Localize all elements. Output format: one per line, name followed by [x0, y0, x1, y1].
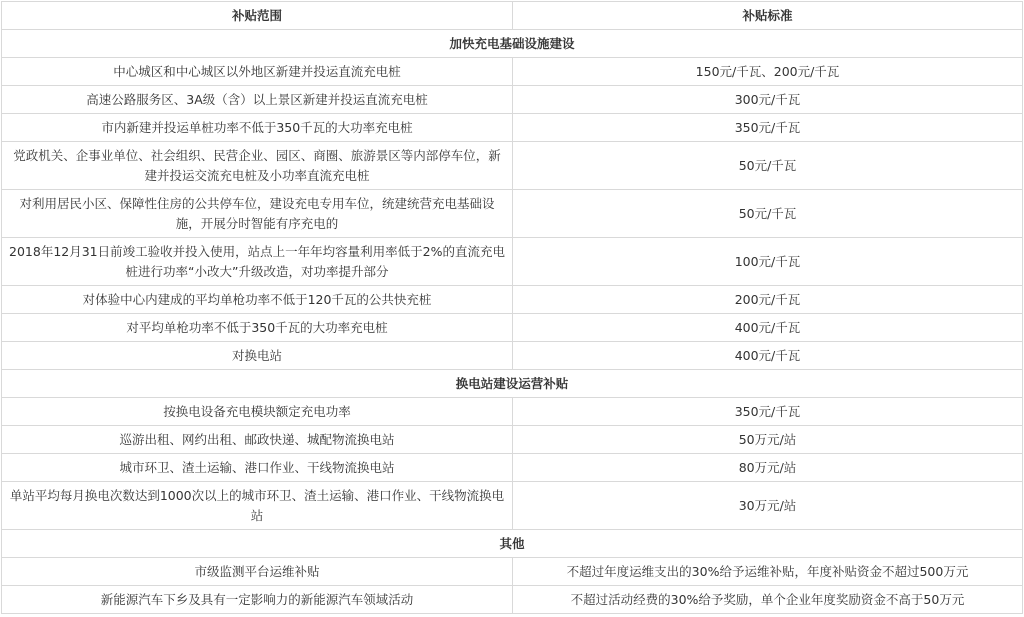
subsidy-standard-cell: 50元/千瓦: [513, 142, 1023, 190]
subsidy-standard-cell: 350元/千瓦: [513, 114, 1023, 142]
subsidy-scope-cell: 中心城区和中心城区以外地区新建并投运直流充电桩: [2, 58, 513, 86]
subsidy-scope-cell: 2018年12月31日前竣工验收并投入使用，站点上一年年均容量利用率低于2%的直流充电桩进行功率“小改大”升级改造，对功率提升部分: [2, 238, 513, 286]
section-title: 其他: [2, 530, 1023, 558]
subsidy-scope-cell: 按换电设备充电模块额定充电功率: [2, 398, 513, 426]
table-header-row: [2, 2, 1023, 30]
subsidy-scope-cell: 巡游出租、网约出租、邮政快递、城配物流换电站: [2, 426, 513, 454]
subsidy-standard-cell: 30万元/站: [513, 482, 1023, 530]
subsidy-standard-cell: 50万元/站: [513, 426, 1023, 454]
subsidy-standard-cell: 100元/千瓦: [513, 238, 1023, 286]
subsidy-scope-cell: 单站平均每月换电次数达到1000次以上的城市环卫、渣土运输、港口作业、干线物流换电站: [2, 482, 513, 530]
subsidy-scope-cell: 对平均单枪功率不低于350千瓦的大功率充电桩: [2, 314, 513, 342]
subsidy-standard-cell: 200元/千瓦: [513, 286, 1023, 314]
subsidy-scope-cell: 高速公路服务区、3A级（含）以上景区新建并投运直流充电桩: [2, 86, 513, 114]
table-row: [2, 342, 1023, 370]
table-row: [2, 482, 1023, 530]
section-header-row: [2, 30, 1023, 58]
subsidy-standard-cell: 50元/千瓦: [513, 190, 1023, 238]
section-header-row: [2, 530, 1023, 558]
subsidy-standard-cell: 不超过活动经费的30%给予奖励，单个企业年度奖励资金不高于50万元: [513, 586, 1023, 614]
column-header-scope: 补贴范围: [2, 2, 513, 30]
table-row: [2, 190, 1023, 238]
subsidy-table: [1, 1, 1023, 614]
section-title: 加快充电基础设施建设: [2, 30, 1023, 58]
subsidy-standard-cell: 不超过年度运维支出的30%给予运维补贴，年度补贴资金不超过500万元: [513, 558, 1023, 586]
section-header-row: [2, 370, 1023, 398]
column-header-standard: 补贴标准: [513, 2, 1023, 30]
subsidy-scope-cell: 党政机关、企事业单位、社会组织、民营企业、园区、商圈、旅游景区等内部停车位，新建并投运交流充电桩及小功率直流充电桩: [2, 142, 513, 190]
subsidy-scope-cell: 城市环卫、渣土运输、港口作业、干线物流换电站: [2, 454, 513, 482]
subsidy-standard-cell: 400元/千瓦: [513, 342, 1023, 370]
subsidy-scope-cell: 对利用居民小区、保障性住房的公共停车位，建设充电专用车位，统建统营充电基础设施，开展分时智能有序充电的: [2, 190, 513, 238]
table-row: [2, 454, 1023, 482]
subsidy-standard-cell: 150元/千瓦、200元/千瓦: [513, 58, 1023, 86]
section-title: 换电站建设运营补贴: [2, 370, 1023, 398]
table-row: [2, 238, 1023, 286]
table-row: [2, 586, 1023, 614]
subsidy-scope-cell: 对换电站: [2, 342, 513, 370]
subsidy-standard-cell: 80万元/站: [513, 454, 1023, 482]
subsidy-standard-cell: 350元/千瓦: [513, 398, 1023, 426]
subsidy-scope-cell: 市内新建并投运单桩功率不低于350千瓦的大功率充电桩: [2, 114, 513, 142]
table-row: [2, 426, 1023, 454]
table-row: [2, 86, 1023, 114]
table-row: [2, 142, 1023, 190]
subsidy-standard-cell: 300元/千瓦: [513, 86, 1023, 114]
subsidy-scope-cell: 市级监测平台运维补贴: [2, 558, 513, 586]
table-row: [2, 314, 1023, 342]
subsidy-scope-cell: 新能源汽车下乡及具有一定影响力的新能源汽车领域活动: [2, 586, 513, 614]
table-row: [2, 58, 1023, 86]
table-body: [2, 30, 1023, 614]
subsidy-standard-cell: 400元/千瓦: [513, 314, 1023, 342]
table-row: [2, 558, 1023, 586]
table-row: [2, 114, 1023, 142]
table-row: [2, 398, 1023, 426]
table-row: [2, 286, 1023, 314]
subsidy-scope-cell: 对体验中心内建成的平均单枪功率不低于120千瓦的公共快充桩: [2, 286, 513, 314]
